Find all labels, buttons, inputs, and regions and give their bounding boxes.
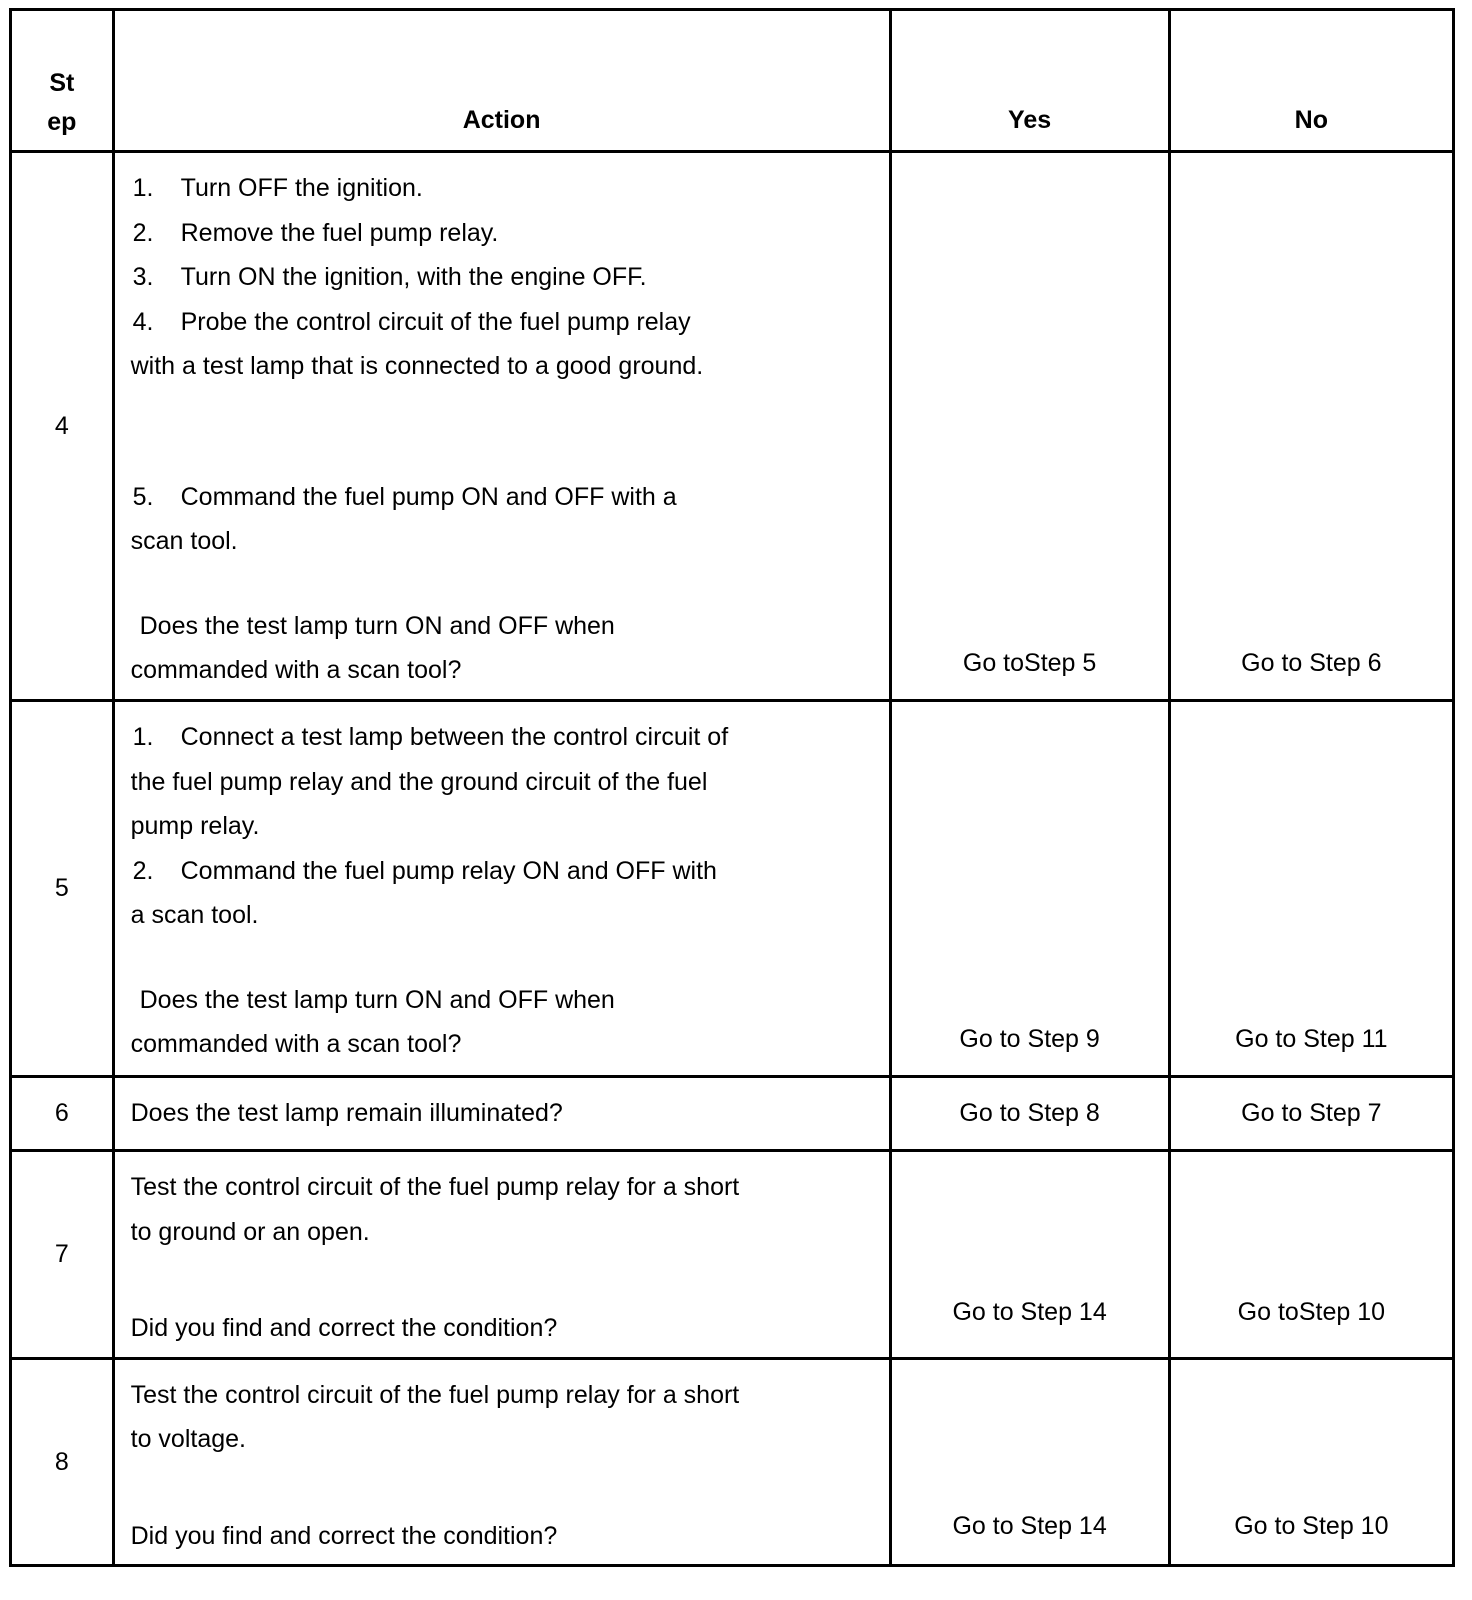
action-text-continued: to voltage. (130, 1425, 246, 1453)
no-cell: Go toStep 10 (1169, 1151, 1453, 1359)
table-row (11, 1151, 1454, 1359)
question-text-continued: commanded with a scan tool? (130, 656, 462, 684)
question-text: Does the test lamp remain illuminated? (130, 1099, 563, 1128)
step-number: 6 (11, 1077, 114, 1151)
step-number: 7 (11, 1151, 114, 1359)
header-step: St ep (11, 10, 114, 152)
step-number: 4 (11, 152, 114, 701)
table-row (11, 701, 1454, 1077)
action-cell (113, 701, 890, 1077)
action-item-continued: the fuel pump relay and the ground circuit of the fuel (130, 767, 708, 796)
header-row (11, 10, 1454, 152)
action-item: 4. Probe the control circuit of the fuel pump relay (132, 307, 691, 336)
action-item: 3. Turn ON the ignition, with the engine OFF. (132, 263, 647, 291)
step-number: 8 (11, 1358, 114, 1566)
yes-cell: Go to Step 14 (890, 1151, 1169, 1359)
step-number: 5 (11, 701, 114, 1077)
action-cell (113, 1077, 890, 1151)
action-cell (113, 1358, 890, 1566)
no-cell: Go to Step 6 (1169, 152, 1453, 701)
action-item: 2. Remove the fuel pump relay. (132, 218, 499, 247)
no-cell: Go to Step 7 (1169, 1077, 1453, 1151)
action-text: Test the control circuit of the fuel pump relay for a short (130, 1380, 740, 1409)
yes-cell: Go to Step 9 (890, 701, 1169, 1077)
question-text: Did you find and correct the condition? (130, 1521, 558, 1550)
yes-cell: Go toStep 5 (890, 152, 1169, 701)
header-yes: Yes (890, 10, 1169, 152)
yes-cell: Go to Step 14 (890, 1358, 1169, 1566)
action-cell (113, 1151, 890, 1359)
header-action: Action (113, 10, 890, 152)
question-text: Did you find and correct the condition? (130, 1314, 558, 1342)
question-text: Does the test lamp turn ON and OFF when (139, 611, 615, 640)
action-item: 2. Command the fuel pump relay ON and OFF with (132, 856, 717, 885)
action-text: Test the control circuit of the fuel pump relay for a short (130, 1173, 740, 1201)
action-item-continued: a scan tool. (130, 901, 259, 929)
no-cell: Go to Step 11 (1169, 701, 1453, 1077)
action-item-continued: pump relay. (130, 812, 260, 840)
action-item-continued: with a test lamp that is connected to a good ground. (130, 352, 704, 380)
no-cell: Go to Step 10 (1169, 1358, 1453, 1566)
action-item-continued: scan tool. (130, 527, 238, 555)
question-text-continued: commanded with a scan tool? (130, 1030, 462, 1058)
yes-cell: Go to Step 8 (890, 1077, 1169, 1151)
table-row (11, 1358, 1454, 1566)
diagnostic-table (9, 8, 1455, 1567)
action-item: 1. Turn OFF the ignition. (132, 174, 423, 202)
table-row (11, 152, 1454, 701)
action-item: 1. Connect a test lamp between the control circuit of (132, 723, 729, 751)
question-text: Does the test lamp turn ON and OFF when (139, 985, 615, 1014)
table-row (11, 1077, 1454, 1151)
header-no: No (1169, 10, 1453, 152)
action-cell (113, 152, 890, 701)
action-item: 5. Command the fuel pump ON and OFF with a (132, 482, 677, 511)
action-text-continued: to ground or an open. (130, 1217, 370, 1246)
